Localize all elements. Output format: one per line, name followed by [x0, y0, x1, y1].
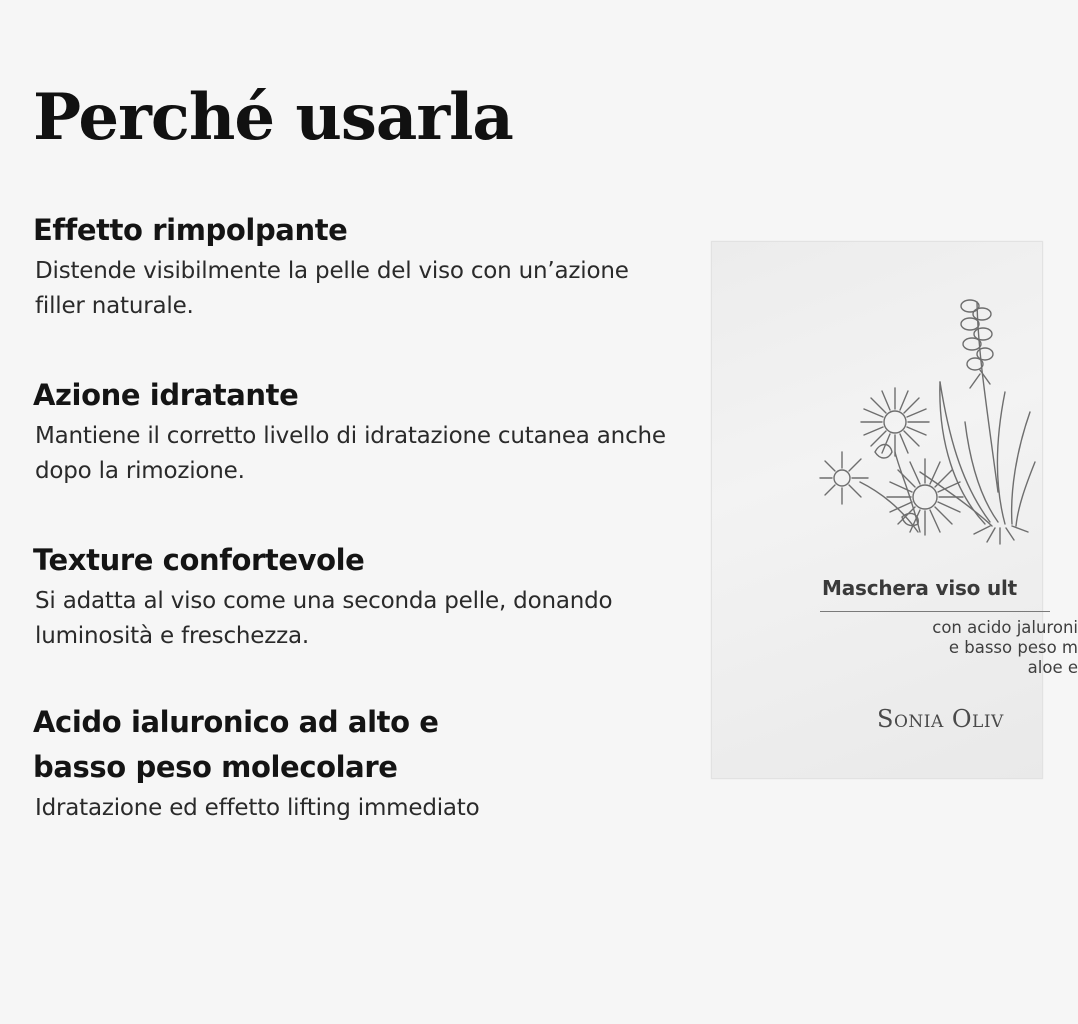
benefit-heading: Acido ialuronico ad alto e basso peso molecolare	[33, 705, 439, 784]
product-description-line: con acido jaluroni	[932, 618, 1078, 637]
benefit-description: Mantiene il corretto livello di idratazione cutanea anche dopo la rimozione.	[35, 423, 666, 484]
product-divider	[820, 611, 1050, 612]
benefit-item	[33, 373, 713, 489]
product-brand: Sonia Oliv	[877, 705, 1004, 733]
benefit-description: Idratazione ed effetto lifting immediato	[35, 795, 480, 821]
product-description	[838, 618, 1078, 678]
benefit-heading: Azione idratante	[33, 378, 299, 412]
product-image	[711, 241, 1078, 779]
benefit-description: Distende visibilmente la pelle del viso con un’azione filler naturale.	[35, 258, 629, 319]
benefit-description: Si adatta al viso come una seconda pelle, donando luminosità e freschezza.	[35, 588, 613, 649]
benefit-item	[33, 700, 533, 826]
product-description-line: aloe e	[1027, 658, 1078, 677]
benefit-heading: Texture confortevole	[33, 543, 365, 577]
benefit-item	[33, 208, 633, 324]
page-title: Perché usarla	[33, 80, 513, 155]
benefit-item	[33, 538, 713, 654]
botanical-illustration-icon	[820, 292, 1042, 552]
benefit-heading: Effetto rimpolpante	[33, 213, 348, 247]
product-name: Maschera viso ult	[822, 576, 1018, 600]
product-description-line: e basso peso m	[948, 638, 1078, 657]
